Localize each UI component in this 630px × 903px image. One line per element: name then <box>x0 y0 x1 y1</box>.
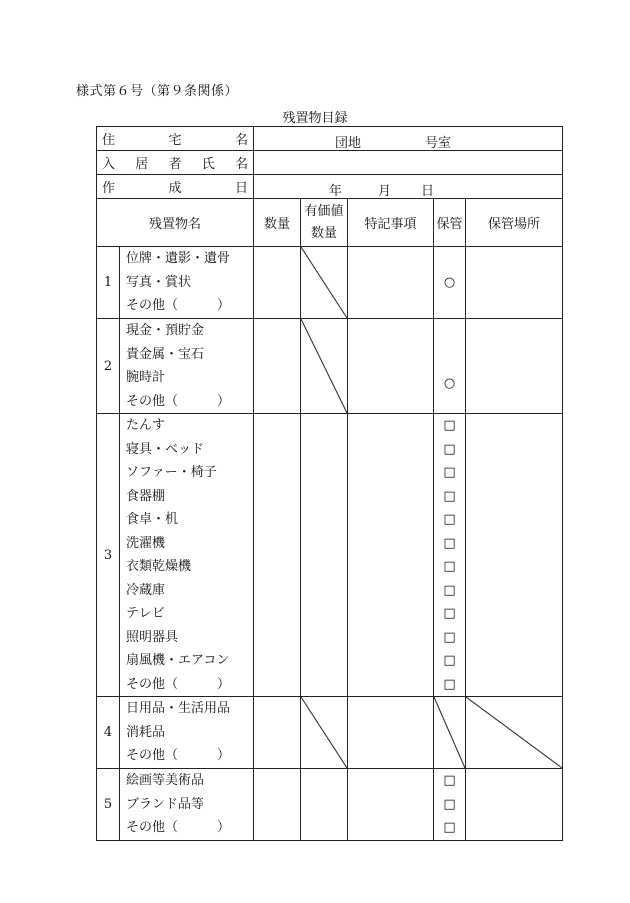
item-list <box>120 319 254 414</box>
storage-place-cell[interactable] <box>466 414 563 697</box>
storage-mark-circle: ○ <box>443 274 456 290</box>
list-item: 食器棚 <box>126 488 166 504</box>
list-item: 日用品・生活用品 <box>126 701 231 717</box>
quantity-cell[interactable] <box>254 247 301 319</box>
diagonal-slash <box>301 319 347 413</box>
group-number: 1 <box>97 247 120 319</box>
group-number: 5 <box>97 769 120 841</box>
notes-cell[interactable] <box>348 247 434 319</box>
address-unit-goshitsu: 号室 <box>425 136 452 151</box>
address-label: 住 宅 名 <box>97 127 254 151</box>
col-storage-place: 保管場所 <box>466 199 563 247</box>
inventory-table <box>96 126 563 841</box>
occupant-label: 入居者氏名 <box>97 151 254 175</box>
col-storage: 保管 <box>434 199 466 247</box>
storage-place-cell[interactable] <box>466 319 563 414</box>
list-item: その他（ ） <box>126 298 231 314</box>
list-item: たんす <box>126 418 166 433</box>
storage-mark <box>434 294 465 318</box>
item-list <box>120 247 254 319</box>
group-number: 3 <box>97 414 120 697</box>
valuable-cell-crossed <box>301 697 348 769</box>
table-row <box>97 247 563 319</box>
list-item: 扇風機・エアコン <box>126 653 230 668</box>
list-item: 貴金属・宝石 <box>126 346 205 362</box>
storage-checkbox[interactable]: □ <box>443 559 456 574</box>
valuable-quantity-cell[interactable] <box>301 769 348 841</box>
item-list <box>120 769 254 841</box>
list-item: 冷蔵庫 <box>126 582 166 598</box>
table-row <box>97 414 563 697</box>
list-item: 照明器具 <box>126 629 179 645</box>
quantity-cell[interactable] <box>254 769 301 841</box>
quantity-cell[interactable] <box>254 697 301 769</box>
list-item: 絵画等美術品 <box>126 773 205 788</box>
list-item: その他（ ） <box>126 820 231 835</box>
storage-checkbox[interactable]: □ <box>443 535 456 551</box>
header-row-date <box>97 175 563 199</box>
list-item: ソファー・椅子 <box>126 465 217 480</box>
storage-mark <box>434 337 465 361</box>
date-label: 作 成 日 <box>97 175 254 199</box>
storage-checkbox[interactable]: □ <box>443 606 456 621</box>
col-valuable-line2: 数量 <box>311 225 338 241</box>
diagonal-slash <box>301 247 347 318</box>
group-number: 4 <box>97 697 120 769</box>
quantity-cell[interactable] <box>254 319 301 414</box>
notes-cell[interactable] <box>348 319 434 414</box>
header-row-occupant <box>97 151 563 175</box>
storage-checkbox-cell <box>434 414 466 697</box>
address-field[interactable] <box>254 127 563 151</box>
date-field[interactable] <box>254 175 563 199</box>
storage-cell-crossed <box>434 697 466 769</box>
storage-checkbox[interactable]: □ <box>443 629 456 645</box>
diagonal-slash <box>466 697 562 768</box>
storage-mark <box>434 247 465 271</box>
col-valuable-line1: 有価値 <box>304 203 344 219</box>
table-row <box>97 319 563 414</box>
storage-checkbox[interactable]: □ <box>443 512 456 527</box>
form-number: 様式第６号（第９条関係） <box>76 84 239 99</box>
list-item: 現金・預貯金 <box>126 323 205 338</box>
notes-cell[interactable] <box>348 697 434 769</box>
col-notes: 特記事項 <box>348 199 434 247</box>
valuable-cell-crossed <box>301 247 348 319</box>
occupant-field[interactable] <box>254 151 563 175</box>
valuable-cell-crossed <box>301 319 348 414</box>
list-item: 洗濯機 <box>126 535 166 551</box>
storage-checkbox[interactable]: □ <box>443 653 456 668</box>
item-list <box>120 414 254 697</box>
list-item: ブランド品等 <box>126 796 205 812</box>
group-number: 2 <box>97 319 120 414</box>
list-item: テレビ <box>126 606 165 621</box>
storage-mark-cell <box>434 319 466 414</box>
storage-checkbox[interactable]: □ <box>443 488 456 504</box>
list-item: その他（ ） <box>126 676 231 692</box>
storage-checkbox[interactable]: □ <box>443 441 456 457</box>
date-year: 年 <box>329 184 343 199</box>
notes-cell[interactable] <box>348 769 434 841</box>
table-row <box>97 769 563 841</box>
header-row-address <box>97 127 563 151</box>
storage-checkbox[interactable]: □ <box>443 582 456 598</box>
storage-place-cell[interactable] <box>466 247 563 319</box>
quantity-cell[interactable] <box>254 414 301 697</box>
address-unit-danchi: 団地 <box>335 136 362 151</box>
storage-checkbox[interactable]: □ <box>443 676 456 692</box>
date-month: 月 <box>378 184 392 199</box>
diagonal-slash <box>434 697 465 768</box>
storage-checkbox[interactable]: □ <box>443 820 456 835</box>
storage-checkbox[interactable]: □ <box>443 773 456 788</box>
storage-place-cell[interactable] <box>466 769 563 841</box>
storage-place-cell-crossed <box>466 697 563 769</box>
storage-mark-cell <box>434 247 466 319</box>
storage-checkbox[interactable]: □ <box>443 465 456 480</box>
list-item: その他（ ） <box>126 393 231 409</box>
storage-mark-circle: ○ <box>443 376 456 391</box>
col-valuable-quantity <box>301 199 348 247</box>
list-item: 腕時計 <box>126 370 166 385</box>
valuable-quantity-cell[interactable] <box>301 414 348 697</box>
list-item: その他（ ） <box>126 748 231 764</box>
table-row <box>97 697 563 769</box>
column-header-row <box>97 199 563 247</box>
list-item: 消耗品 <box>126 724 166 740</box>
diagonal-slash <box>301 697 347 768</box>
list-item: 寝具・ベッド <box>126 441 205 457</box>
notes-cell[interactable] <box>348 414 434 697</box>
storage-checkbox[interactable]: □ <box>443 796 456 812</box>
col-item-name: 残置物名 <box>97 199 254 247</box>
storage-checkbox[interactable]: □ <box>443 418 456 433</box>
list-item: 位牌・遺影・遺骨 <box>126 251 231 267</box>
list-item: 食卓・机 <box>126 512 179 527</box>
storage-checkbox-cell <box>434 769 466 841</box>
item-list <box>120 697 254 769</box>
list-item: 写真・賞状 <box>126 274 192 290</box>
document-title: 残置物目録 <box>282 111 348 126</box>
list-item: 衣類乾燥機 <box>126 559 192 574</box>
date-day: 日 <box>421 184 435 199</box>
col-quantity: 数量 <box>254 199 301 247</box>
